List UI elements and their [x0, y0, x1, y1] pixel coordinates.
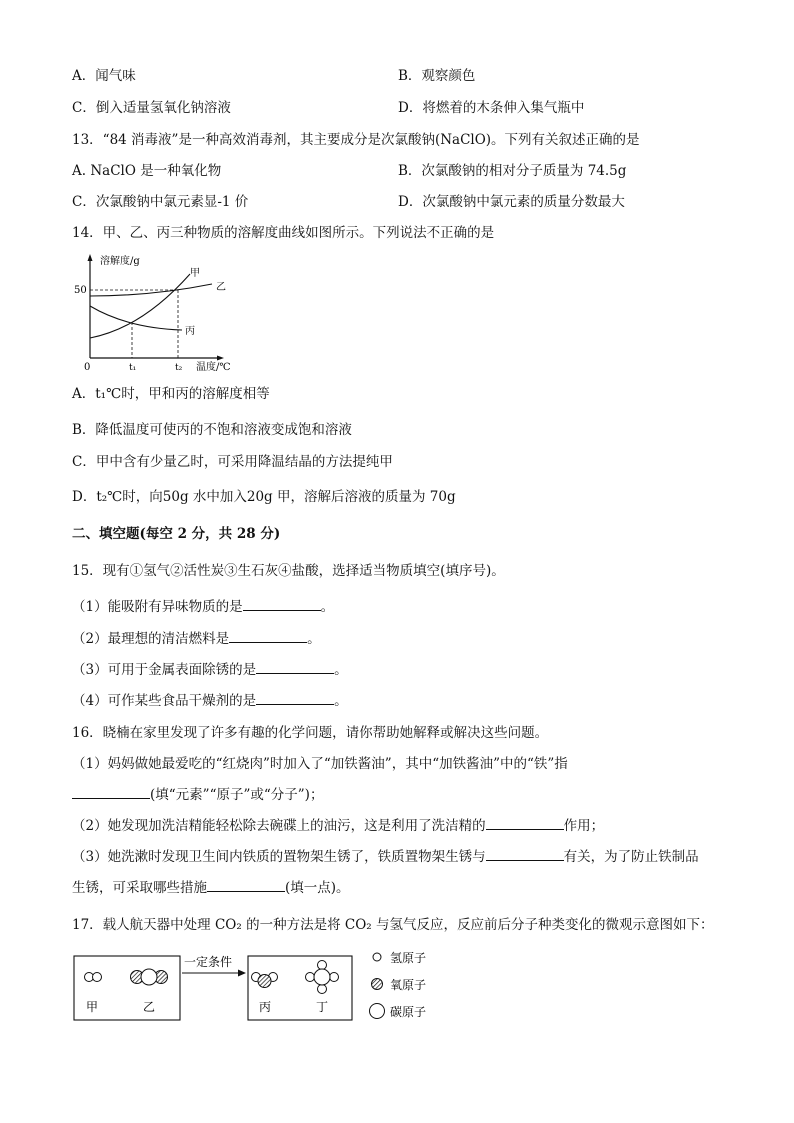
- q13-option-d: D．次氯酸钠中氯元素的质量分数最大: [398, 194, 625, 210]
- q13-option-b: B．次氯酸钠的相对分子质量为 74.5g: [398, 163, 627, 179]
- q12-option-c: C．倒入适量氢氧化钠溶液: [72, 100, 231, 116]
- q13-option-c: C．次氯酸钠中氯元素显-1 价: [72, 194, 249, 210]
- q15-part-2: （2）最理想的清洁燃料是 。: [72, 631, 321, 647]
- q15-stem: 15．现有①氢气②活性炭③生石灰④盐酸，选择适当物质填空(填序号)。: [72, 563, 505, 579]
- molecule-diagram: [72, 944, 452, 1026]
- q15-part-2-text: （2）最理想的清洁燃料是: [72, 631, 230, 647]
- graph-t2: t₂: [175, 363, 183, 372]
- q14-option-b: B．降低温度可使丙的不饱和溶液变成饱和溶液: [72, 422, 352, 438]
- q15-part-1-text: （1）能吸附有异味物质的是: [72, 599, 243, 615]
- q15-blank-2[interactable]: [229, 630, 307, 643]
- graph-label-bing: 丙: [185, 326, 195, 337]
- q12-option-b: B．观察颜色: [398, 68, 476, 84]
- hydrogen-atom: [93, 973, 102, 982]
- reaction-condition: 一定条件: [184, 955, 233, 969]
- curve-jia: [90, 274, 190, 338]
- label-ding: 丁: [316, 1000, 329, 1014]
- graph-origin: 0: [84, 362, 91, 372]
- q16-blank-1[interactable]: [72, 786, 150, 799]
- q13-option-a: A. NaClO 是一种氧化物: [72, 163, 222, 179]
- q16-part-2: （2）她发现加洗洁精能轻松除去碗碟上的油污，这是利用了洗洁精的 作用；: [72, 818, 605, 834]
- label-jia: 甲: [86, 1000, 99, 1014]
- legend-hydrogen: 氢原子: [390, 951, 427, 965]
- hydrogen-atom: [318, 961, 327, 970]
- q15-blank-4[interactable]: [256, 692, 334, 705]
- q12-option-a: A．闻气味: [72, 68, 136, 84]
- q15-blank-3[interactable]: [256, 661, 334, 674]
- curve-bing: [90, 306, 182, 330]
- q17-stem: 17．载人航天器中处理 CO₂ 的一种方法是将 CO₂ 与氢气反应，反应前后分子种类变化的微观示意图如下：: [72, 917, 714, 933]
- q15-part-3-text: （3）可用于金属表面除锈的是: [72, 662, 257, 678]
- legend-oxygen: 氧原子: [390, 978, 427, 992]
- q14-option-c: C．甲中含有少量乙时，可采用降温结晶的方法提纯甲: [72, 454, 393, 470]
- q15-blank-1[interactable]: [243, 598, 321, 611]
- q13-stem: 13．“84 消毒液”是一种高效消毒剂，其主要成分是次氯酸钠(NaClO)。下列有关叙述正确的是: [72, 132, 640, 148]
- q16-stem: 16．晓楠在家里发现了许多有趣的化学问题，请你帮助她解释或解决这些问题。: [72, 725, 549, 741]
- q14-option-a: A．t₁℃时，甲和丙的溶解度相等: [72, 386, 270, 402]
- legend-hydrogen-icon: [373, 953, 381, 961]
- q16-blank-3[interactable]: [486, 848, 564, 861]
- arrow-head-icon: [238, 970, 246, 977]
- q16-part-3: （3）她洗漱时发现卫生间内铁质的置物架生锈了，铁质置物架生锈与 有关，为了防止铁制品: [72, 849, 699, 865]
- graph-y-tick: 50: [74, 285, 87, 296]
- hydrogen-atom: [318, 985, 327, 994]
- carbon-atom: [141, 969, 157, 985]
- hydrogen-atom: [306, 973, 315, 982]
- graph-xlabel: 温度/℃: [196, 362, 231, 372]
- q15-part-3: （3）可用于金属表面除锈的是 。: [72, 662, 348, 678]
- oxygen-atom: [258, 975, 271, 988]
- q16-blank-4[interactable]: [207, 879, 285, 892]
- q12-option-d: D．将燃着的木条伸入集气瓶中: [398, 100, 585, 116]
- section-header: 二、填空题(每空 2 分，共 28 分): [72, 526, 281, 542]
- q15-part-4-text: （4）可作某些食品干燥剂的是: [72, 693, 257, 709]
- q16-part-1b: (填“元素”“原子”或“分子”)；: [72, 786, 323, 804]
- legend-carbon: 碳原子: [390, 1005, 427, 1019]
- legend-oxygen-icon: [372, 979, 383, 990]
- graph-label-yi: 乙: [216, 282, 226, 293]
- q16-part-1a: （1）妈妈做她最爱吃的“红烧肉”时加入了“加铁酱油”，其中“加铁酱油”中的“铁”指: [72, 756, 568, 772]
- graph-t1: t₁: [129, 363, 137, 372]
- graph-label-jia: 甲: [190, 268, 200, 279]
- legend-carbon-icon: [370, 1004, 385, 1019]
- solubility-graph: [72, 250, 242, 372]
- q14-stem: 14．甲、乙、丙三种物质的溶解度曲线如图所示。下列说法不正确的是: [72, 225, 495, 241]
- q14-option-d: D．t₂℃时，向50g 水中加入20g 甲，溶解后溶液的质量为 70g: [72, 489, 456, 505]
- label-bing: 丙: [259, 1000, 272, 1014]
- q15-part-1: （1）能吸附有异味物质的是 。: [72, 599, 335, 615]
- q16-part-3c: 生锈，可采取哪些措施 (填一点)。: [72, 880, 350, 896]
- hydrogen-atom: [330, 973, 339, 982]
- q16-blank-2[interactable]: [486, 817, 564, 830]
- q15-part-4: （4）可作某些食品干燥剂的是 。: [72, 693, 348, 709]
- carbon-atom: [314, 969, 330, 985]
- graph-ylabel: 溶解度/g: [100, 256, 140, 267]
- label-yi: 乙: [143, 1000, 156, 1014]
